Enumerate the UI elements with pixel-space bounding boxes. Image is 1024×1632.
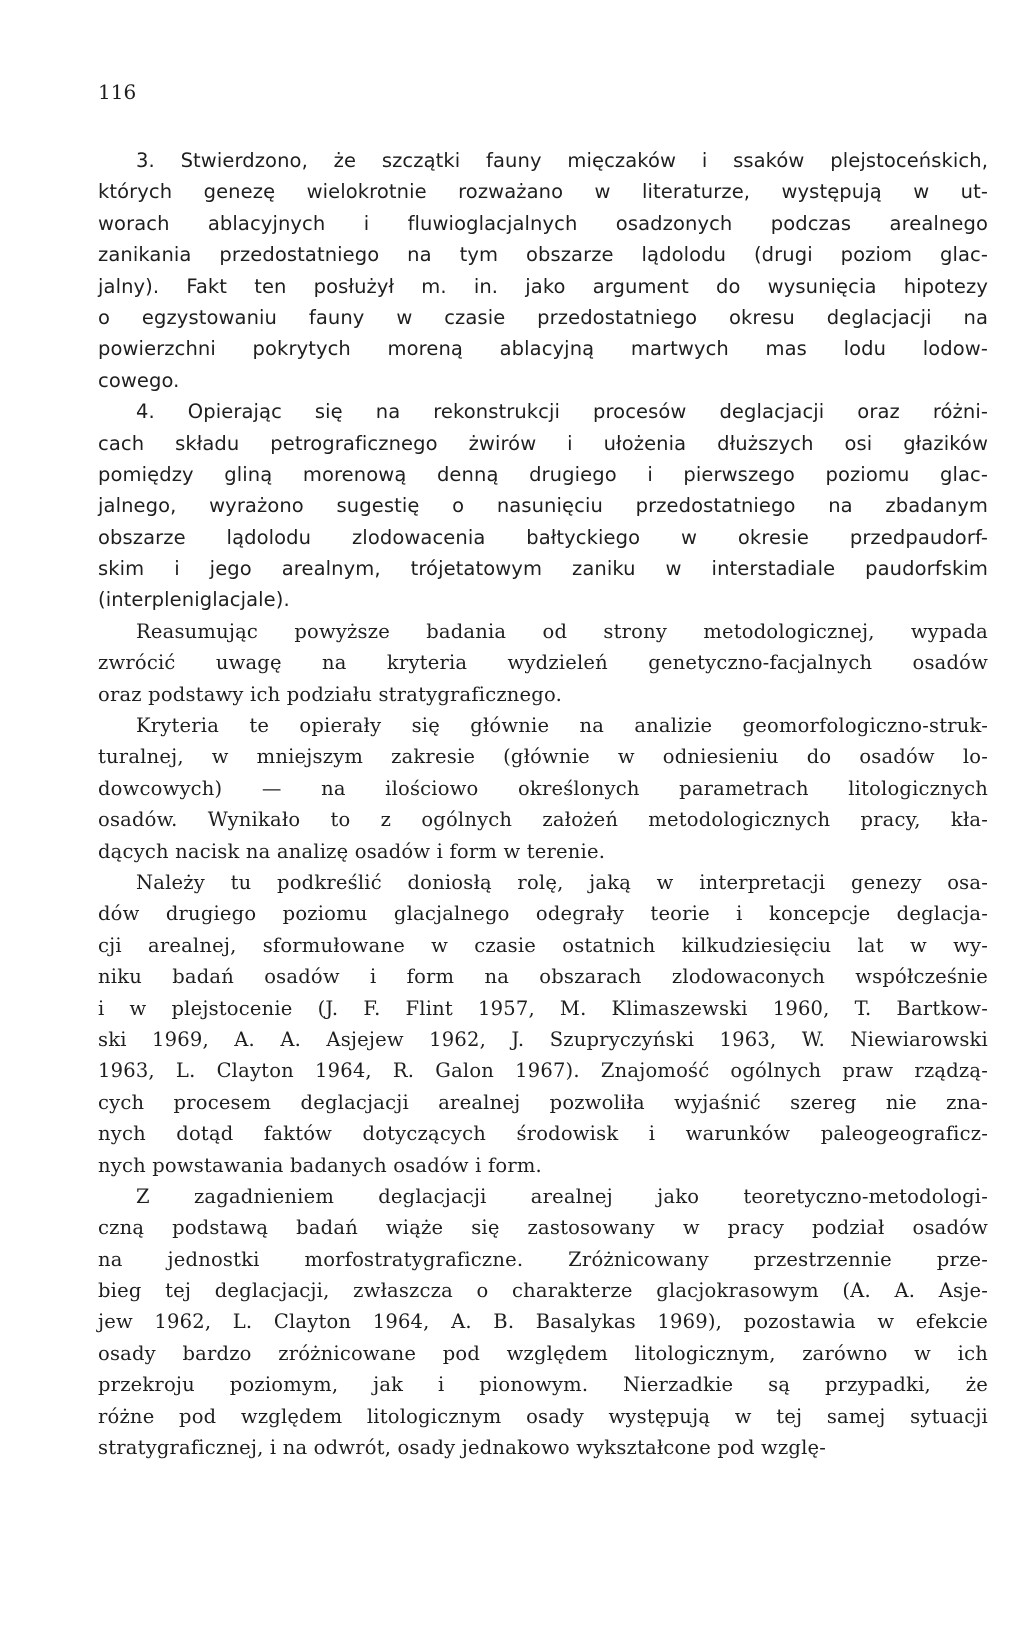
text-line: pomiędzy gliną morenową denną drugiego i pierwszego poziomu glac-	[98, 462, 988, 486]
text-line: stratygraficznej, i na odwrót, osady jednakowo wykształcone pod wzglę-	[98, 1436, 827, 1460]
text-line: (interpleniglacjale).	[98, 588, 290, 612]
text-line: 1963, L. Clayton 1964, R. Galon 1967). Znajomość ogólnych praw rządzą-	[98, 1059, 988, 1083]
text-line: bieg tej deglacjacji, zwłaszcza o charakterze glacjokrasowym (A. A. Asje-	[98, 1279, 988, 1303]
text-line: cach składu petrograficznego żwirów i ułożenia dłuższych osi głazików	[98, 431, 988, 455]
text-line: ski 1969, A. A. Asjejew 1962, J. Szupryczyński 1963, W. Niewiarowski	[98, 1027, 988, 1051]
text-line: Z zagadnieniem deglacjacji arealnej jako teoretyczno-metodologi-	[136, 1184, 988, 1208]
paragraph	[98, 710, 988, 867]
text-line: niku badań osadów i form na obszarach zlodowaconych współcześnie	[98, 965, 988, 989]
text-line: osadów. Wynikało to z ogólnych założeń metodologicznych pracy, kła-	[98, 808, 988, 832]
text-line: skim i jego arealnym, trójetatowym zaniku w interstadiale paudorfskim	[98, 557, 988, 581]
text-line: dowcowych) — na ilościowo określonych parametrach litologicznych	[98, 776, 988, 800]
text-line: worach ablacyjnych i fluwioglacjalnych osadzonych podczas arealnego	[98, 211, 988, 235]
text-line: przekroju poziomym, jak i pionowym. Nierzadkie są przypadki, że	[98, 1373, 988, 1397]
text-line: turalnej, w mniejszym zakresie (głównie w odniesieniu do osadów lo-	[98, 745, 988, 769]
text-line: i w plejstocenie (J. F. Flint 1957, M. Klimaszewski 1960, T. Bartkow-	[98, 996, 988, 1020]
text-line: nych dotąd faktów dotyczących środowisk i warunków paleogeograficz-	[98, 1122, 988, 1146]
text-line: Reasumując powyższe badania od strony metodologicznej, wypada	[136, 619, 988, 643]
text-line: na jednostki morfostratygraficzne. Zróżnicowany przestrzennie prze-	[98, 1247, 988, 1271]
text-line: oraz podstawy ich podziału stratygraficznego.	[98, 682, 562, 706]
text-line: jalnego, wyrażono sugestię o nasunięciu przedostatniego na zbadanym	[98, 494, 988, 518]
page-number: 116	[98, 80, 137, 104]
paragraph	[98, 396, 988, 616]
text-line: Kryteria te opierały się głównie na analizie geomorfologiczno-struk-	[136, 714, 988, 738]
text-line: Należy tu podkreślić doniosłą rolę, jaką w interpretacji genezy osa-	[136, 870, 988, 894]
text-line: cowego.	[98, 368, 180, 392]
text-line: zanikania przedostatniego na tym obszarze lądolodu (drugi poziom glac-	[98, 243, 988, 267]
text-line: jalny). Fakt ten posłużył m. in. jako argument do wysunięcia hipotezy	[98, 274, 988, 298]
text-line: powierzchni pokrytych moreną ablacyjną martwych mas lodu lodow-	[98, 337, 988, 361]
text-line: dów drugiego poziomu glacjalnego odegrały teorie i koncepcje deglacja-	[98, 902, 988, 926]
text-line: 3. Stwierdzono, że szczątki fauny mięczaków i ssaków plejstoceńskich,	[136, 149, 988, 172]
body-text	[98, 145, 988, 1463]
text-line: których genezę wielokrotnie rozważano w literaturze, występują w ut-	[98, 180, 988, 204]
paragraph	[98, 616, 988, 710]
text-line: jew 1962, L. Clayton 1964, A. B. Basalykas 1969), pozostawia w efekcie	[98, 1310, 988, 1334]
text-line: cji arealnej, sformułowane w czasie ostatnich kilkudziesięciu lat w wy-	[98, 933, 988, 957]
text-line: 4. Opierając się na rekonstrukcji procesów deglacjacji oraz różni-	[136, 400, 988, 424]
text-line: osady bardzo zróżnicowane pod względem litologicznym, zarówno w ich	[98, 1341, 988, 1365]
text-line: różne pod względem litologicznym osady występują w tej samej sytuacji	[98, 1404, 988, 1428]
paragraph	[98, 145, 988, 396]
text-line: cych procesem deglacjacji arealnej pozwoliła wyjaśnić szereg nie zna-	[98, 1090, 988, 1114]
text-line: obszarze lądolodu zlodowacenia bałtyckiego w okresie przedpaudorf-	[98, 525, 988, 549]
text-line: zwrócić uwagę na kryteria wydzieleń genetyczno-facjalnych osadów	[98, 651, 988, 675]
paragraph	[98, 867, 988, 1181]
text-line: nych powstawania badanych osadów i form.	[98, 1153, 542, 1177]
paragraph	[98, 1181, 988, 1464]
text-line: o egzystowaniu fauny w czasie przedostatniego okresu deglacjacji na	[98, 305, 988, 329]
text-line: czną podstawą badań wiąże się zastosowany w pracy podział osadów	[98, 1216, 988, 1240]
text-line: dących nacisk na analizę osadów i form w terenie.	[98, 839, 606, 863]
